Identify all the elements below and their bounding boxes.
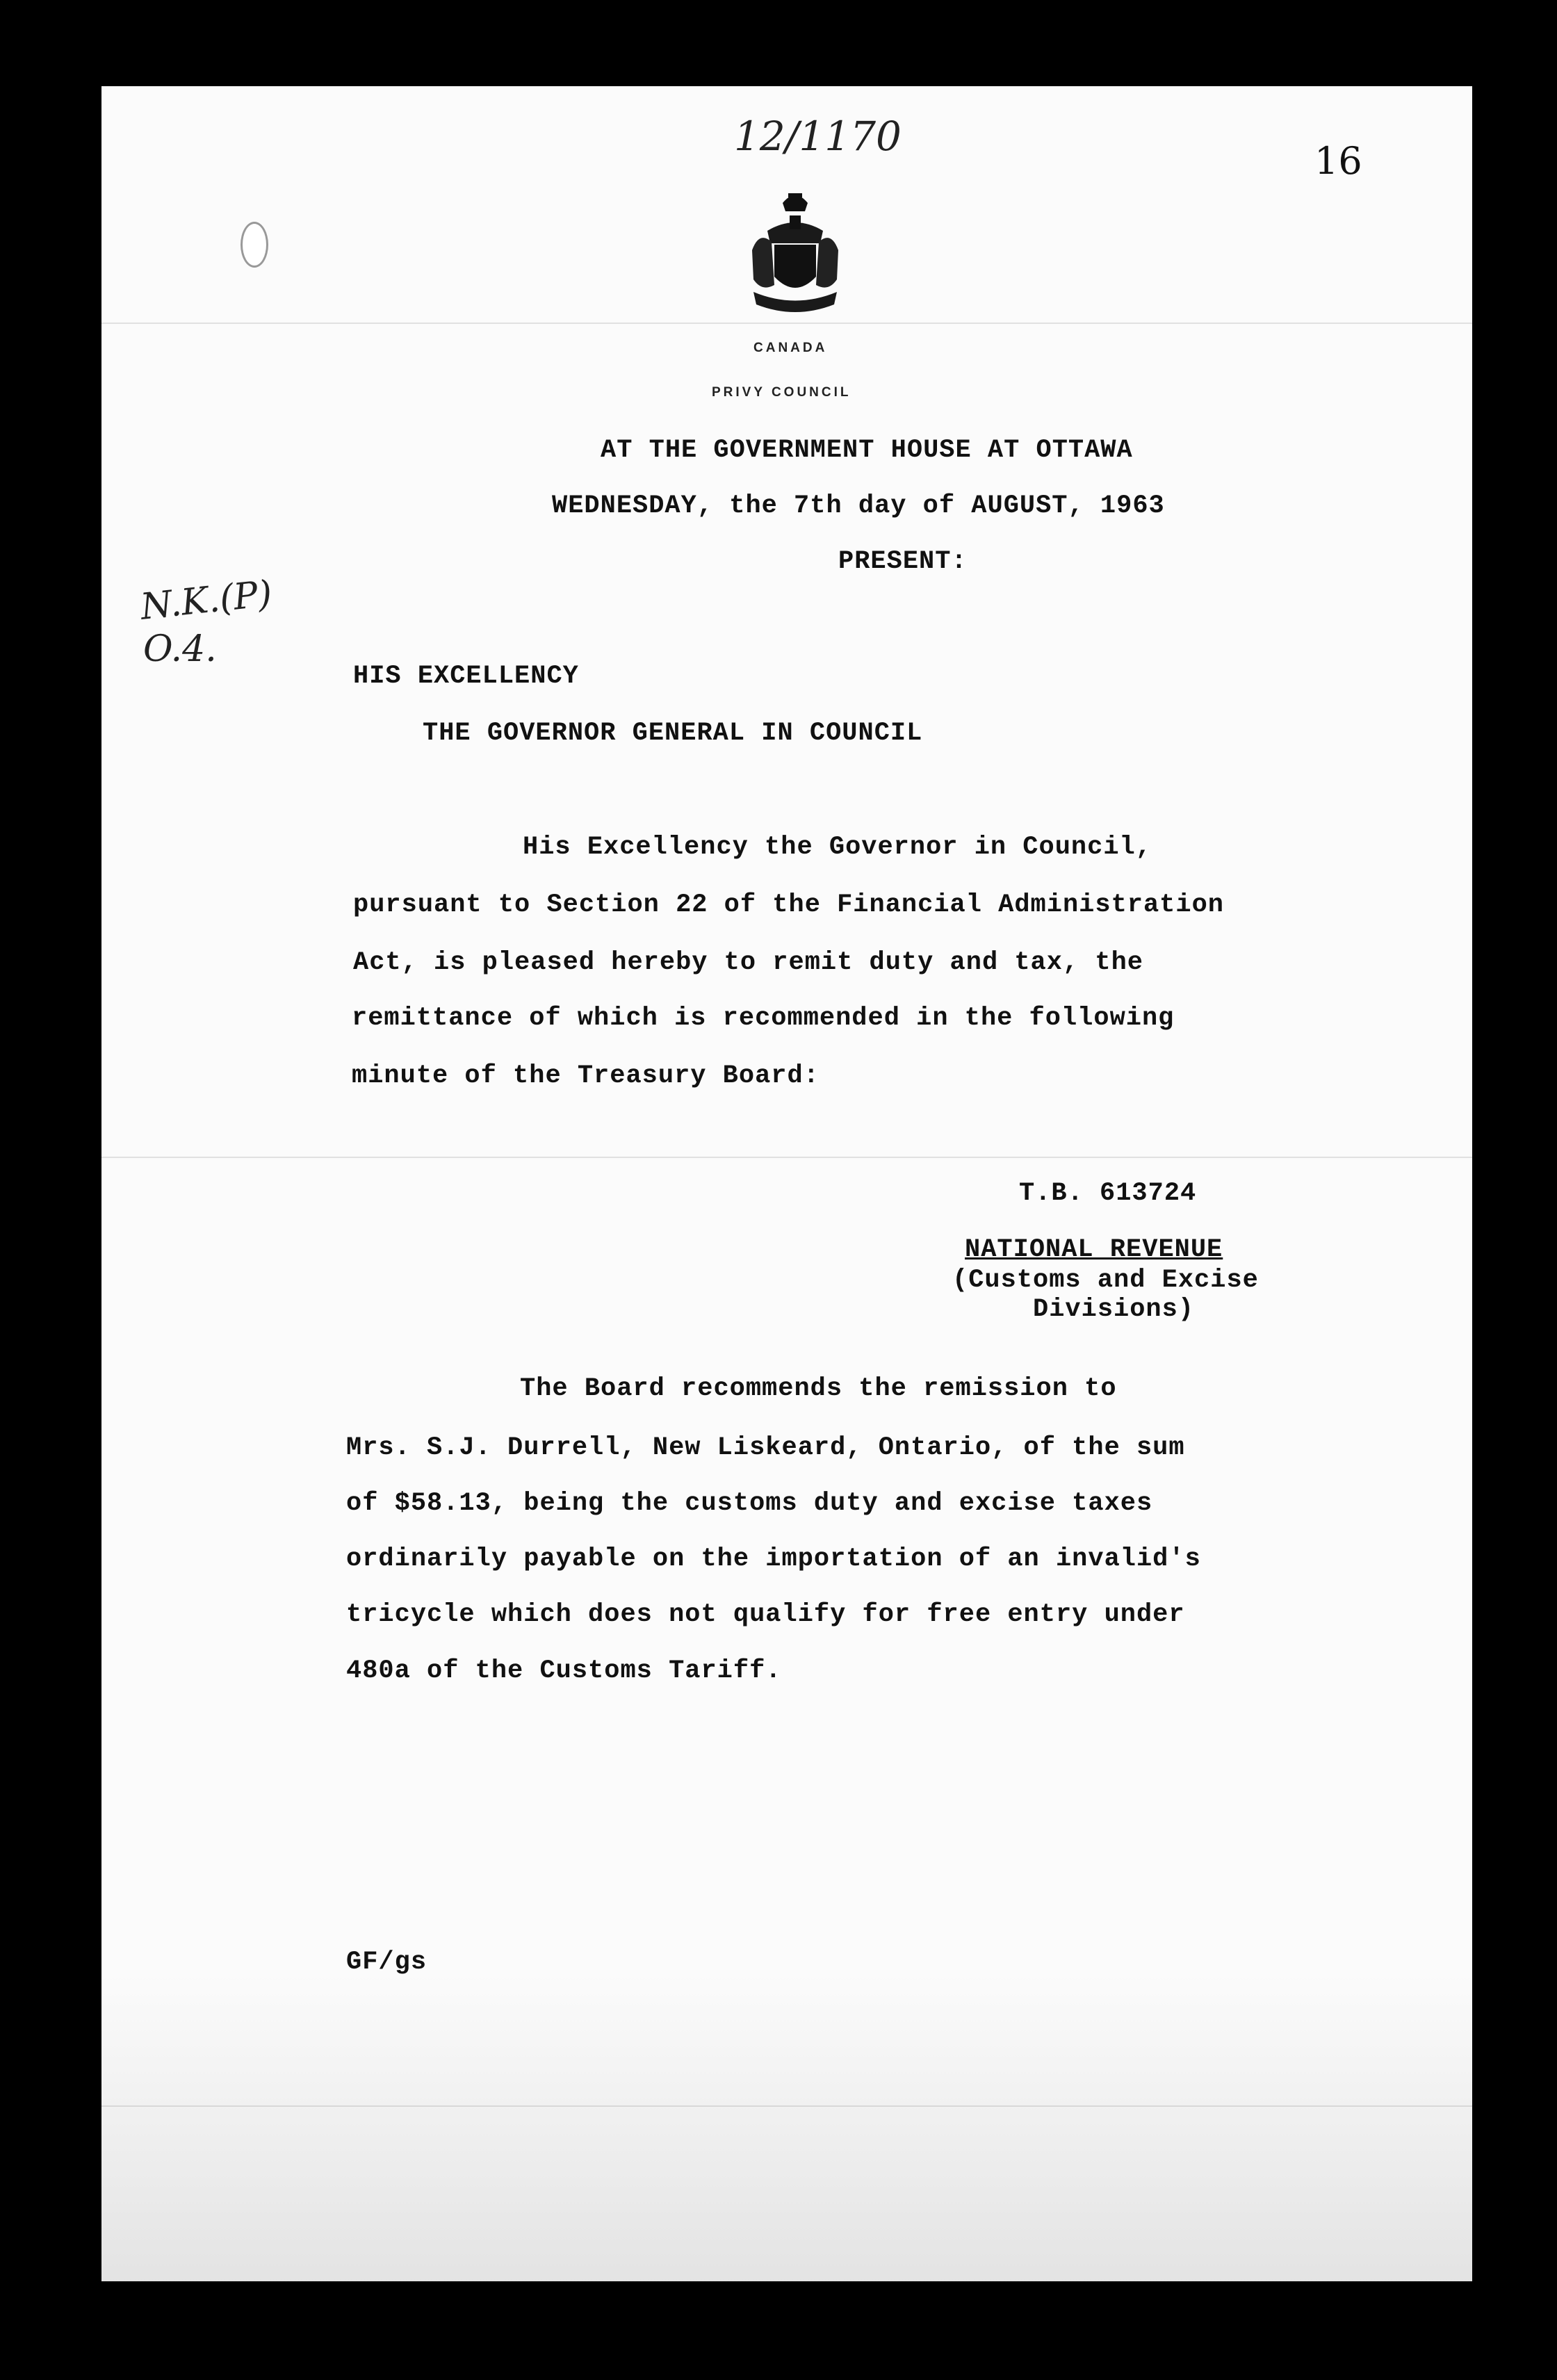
- paragraph-line: tricycle which does not qualify for free entry under: [346, 1600, 1185, 1629]
- paragraph-line: His Excellency the Governor in Council,: [523, 833, 1152, 862]
- paragraph-line: minute of the Treasury Board:: [352, 1061, 820, 1091]
- addressee-line: HIS EXCELLENCY: [353, 662, 579, 691]
- division-line: (Customs and Excise: [952, 1266, 1259, 1295]
- heading-date: WEDNESDAY, the 7th day of AUGUST, 1963: [552, 491, 1165, 521]
- typist-initials: GF/gs: [346, 1948, 427, 1977]
- division-line: Divisions): [1033, 1295, 1195, 1324]
- paragraph-line: 480a of the Customs Tariff.: [346, 1656, 782, 1686]
- letterhead-council: PRIVY COUNCIL: [712, 385, 851, 400]
- punch-hole: [241, 222, 268, 268]
- paragraph-line: of $58.13, being the customs duty and excise taxes: [346, 1489, 1153, 1518]
- department-name: NATIONAL REVENUE: [965, 1235, 1223, 1264]
- paragraph-line: remittance of which is recommended in the following: [352, 1004, 1175, 1033]
- fold-line: [101, 323, 1472, 324]
- margin-note: O.4.: [143, 628, 217, 670]
- paragraph-line: The Board recommends the remission to: [520, 1374, 1117, 1403]
- paragraph-line: ordinarily payable on the importation of an invalid's: [346, 1544, 1201, 1574]
- margin-note: N.K.(P): [138, 573, 275, 628]
- document-page: [101, 86, 1472, 2281]
- file-number: 12/1170: [734, 113, 902, 160]
- page-number: 16: [1314, 139, 1362, 183]
- letterhead-country: CANADA: [753, 341, 828, 355]
- fold-line: [101, 2105, 1472, 2107]
- fold-line: [101, 1157, 1472, 1158]
- heading-location: AT THE GOVERNMENT HOUSE AT OTTAWA: [601, 436, 1133, 465]
- addressee-line: THE GOVERNOR GENERAL IN COUNCIL: [423, 719, 923, 748]
- canada-coat-of-arms-icon: [747, 188, 844, 320]
- tb-number: T.B. 613724: [1019, 1179, 1197, 1208]
- paragraph-line: Mrs. S.J. Durrell, New Liskeard, Ontario, of the sum: [346, 1433, 1185, 1462]
- paragraph-line: pursuant to Section 22 of the Financial Administration: [353, 890, 1224, 920]
- paragraph-line: Act, is pleased hereby to remit duty and tax, the: [353, 948, 1143, 977]
- heading-present: PRESENT:: [838, 547, 968, 576]
